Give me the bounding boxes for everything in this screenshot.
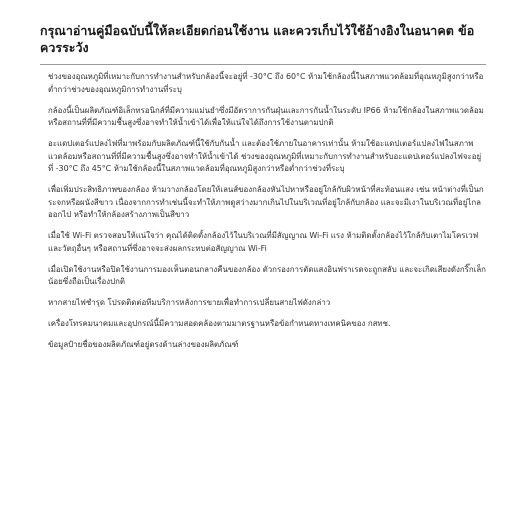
precaution-paragraph: ข้อมูลป้ายชื่อของผลิตภัณฑ์อยู่ตรงด้านล่างของผลิตภัณฑ์ [48,340,239,349]
precaution-paragraph: ช่วงของอุณหภูมิที่เหมาะกับการทำงานสำหรับกล้องนี้จะอยู่ที่ -30°C ถึง 60°C ห้ามใช้กล้องนี้ในสภาพแวดล้อมที่อุณหภูมิสูงกว่าหรือต่ำกว่าช่วงของอุณหภูมิการทำงานที่ระบุ [48,72,484,94]
precaution-paragraph: เมื่อเปิดใช้งานหรือปิดใช้งานการมองเห็นตอนกลางคืนของกล้อง ตัวกรองการตัดแสงอินฟราเรดจะถูกสลับ และจะเกิดเสียงดังกริ๊กเล็กน้อยซึ่งถือเป็นเรื่องปกติ [48,264,486,286]
precaution-paragraph: เครื่องโทรคมนาคมและอุปกรณ์นี้มีความสอดคล้องตามมาตรฐานหรือข้อกำหนดทางเทคนิคของ กสทช. [48,319,391,328]
precaution-paragraph: กล้องนี้เป็นผลิตภัณฑ์อิเล็กทรอนิกส์ที่มีความแม่นยำซึ่งมีอัตราการกันฝุ่นและการกันน้ำในระดับ IP66 ห้ามใช้กล้องในสภาพแวดล้อมหรือสถานที่ที่มีความชื้นสูงซึ่งอาจทำให้น้ำเข้าได้เพื่อให้แน่ใจได้ถึงการใช้งานตามปกติ [48,105,484,127]
precaution-paragraph: เมื่อใช้ Wi-Fi ตรวจสอบให้แน่ใจว่า คุณได้ติดตั้งกล้องไว้ในบริเวณที่มีสัญญาณ Wi-Fi แรง ห้ามติดตั้งกล้องไว้ใกล้กับเตาไมโครเวฟและวัตถุอื่นๆ หรือสถานที่ซึ่งอาจจะส่งผลกระทบต่อสัญญาณ Wi-Fi [48,231,479,253]
precaution-paragraph: เพื่อเพิ่มประสิทธิภาพของกล้อง ห้ามวางกล้องโดยให้เลนส์ของกล้องหันไปหาหรืออยู่ใกล้กับผิวหน้าที่สะท้อนแสง เช่น หน้าต่างที่เป็นกระจกหรือผนังสีขาว เนื่องจากการทำเช่นนี้จะทำให้ภาพดูสว่างมากเกินไปในบริเวณที่อยู่ใกล้กับกล้อง และจะมีเงาในบริเวณที่อยู่ไกลออกไป หรือทำให้กล้องสร้างภาพเป็นสีขาว [48,185,484,219]
precautions-body [40,71,486,352]
page-title: กรุณาอ่านคู่มือฉบับนี้ให้ละเอียดก่อนใช้งาน และควรเก็บไว้ใช้อ้างอิงในอนาคต ข้อควรระวัง [40,23,475,55]
title-divider [40,64,486,65]
precaution-paragraph: อะแดปเตอร์แปลงไฟที่มาพร้อมกับผลิตภัณฑ์นี้ใช้กับกันน้ำ และต้องใช้ภายในอาคารเท่านั้น ห้ามใช้อะแดปเตอร์แปลงไฟในสภาพแวดล้อมหรือสถานที่ที่มีความชื้นสูงซึ่งอาจทำให้น้ำเข้าได้ ช่วงของอุณหภูมิที่เหมาะกับการทำงานสำหรับอะแดปเตอร์แปลงไฟจะอยู่ที่ -30°C ถึง 45°C ห้ามใช้กล้องนี้ในสภาพแวดล้อมที่อุณหภูมิสูงกว่าหรือต่ำกว่าช่วงที่ระบุ [48,139,482,173]
precaution-paragraph: หากสายไฟชำรุด โปรดติดต่อทีมบริการหลังการขายเพื่อทำการเปลี่ยนสายไฟดังกล่าว [48,298,331,307]
manual-page [40,22,486,360]
